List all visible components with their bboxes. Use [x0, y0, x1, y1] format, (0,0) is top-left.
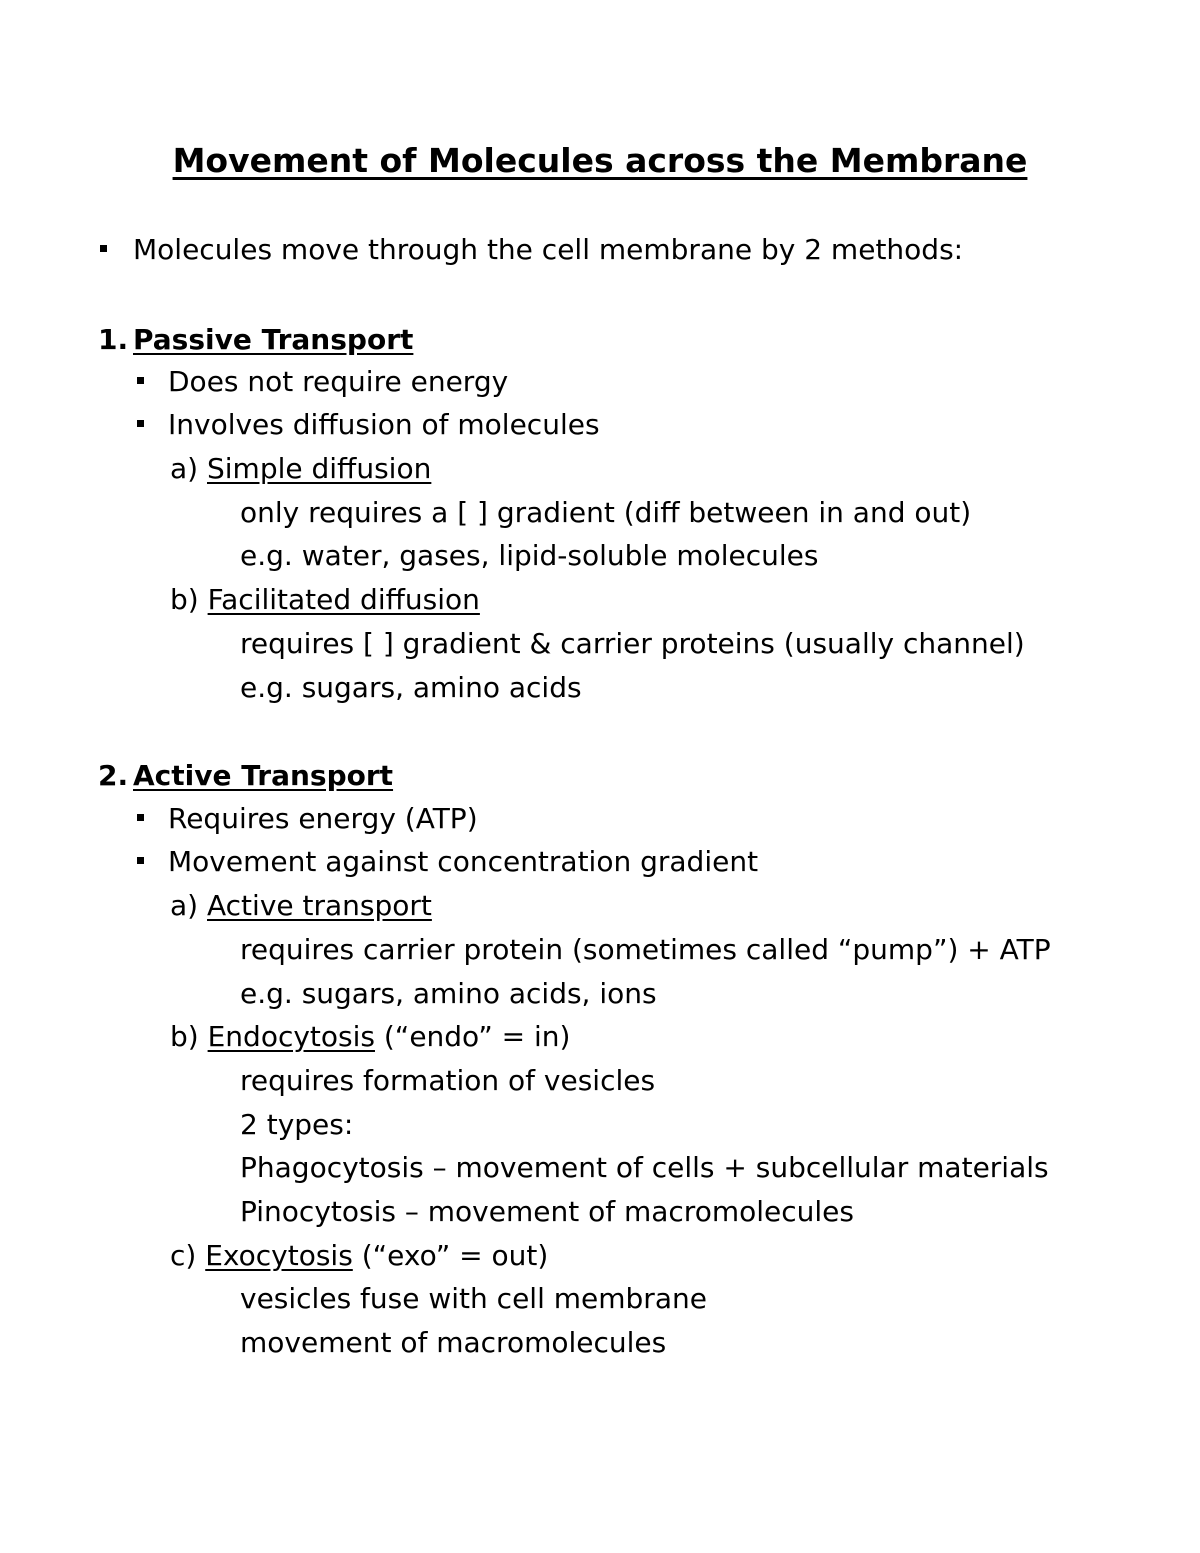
subsection-suffix: (“exo” = out): [352, 1239, 549, 1272]
intro-text: Molecules move through the cell membrane by 2 methods:: [133, 233, 964, 266]
subsection-detail: Pinocytosis – movement of macromolecules: [240, 1195, 854, 1228]
intro-bullet-icon: [100, 232, 107, 268]
section-number: 2.: [98, 759, 129, 792]
subsection-detail: e.g. water, gases, lipid-soluble molecules: [240, 539, 819, 572]
subsection-detail: requires formation of vesicles: [240, 1064, 656, 1097]
subsection-label: Simple diffusion: [207, 452, 432, 485]
section-number: 1.: [98, 323, 129, 356]
section-bullet: Does not require energy: [168, 365, 509, 398]
page-title: Movement of Molecules across the Membrane: [172, 141, 1028, 180]
subsection-detail: vesicles fuse with cell membrane: [240, 1282, 707, 1315]
bullet-icon: [137, 844, 144, 880]
bullet-icon: [137, 407, 144, 443]
bullet-icon: [137, 801, 144, 837]
subsection-heading: [170, 1019, 570, 1055]
subsection-detail: e.g. sugars, amino acids, ions: [240, 977, 657, 1010]
subsection-detail: Phagocytosis – movement of cells + subcellular materials: [240, 1151, 1049, 1184]
subsection-marker: a): [170, 889, 199, 922]
subsection-detail: e.g. sugars, amino acids: [240, 671, 582, 704]
section-bullet: Movement against concentration gradient: [168, 845, 759, 878]
bullet-icon: [137, 364, 144, 400]
section-heading: Active Transport: [133, 759, 394, 792]
subsection-heading: [170, 888, 432, 924]
section-bullet: Involves diffusion of molecules: [168, 408, 600, 441]
subsection-detail: movement of macromolecules: [240, 1326, 667, 1359]
subsection-label: Facilitated diffusion: [207, 583, 480, 616]
subsection-label: Exocytosis: [205, 1239, 353, 1272]
subsection-marker: a): [170, 452, 199, 485]
subsection-marker: c): [170, 1239, 197, 1272]
subsection-heading: [170, 582, 480, 618]
section-heading: Passive Transport: [133, 323, 414, 356]
subsection-detail: requires carrier protein (sometimes called “pump”) + ATP: [240, 933, 1051, 966]
subsection-suffix: (“endo” = in): [374, 1020, 571, 1053]
subsection-heading: [170, 451, 431, 487]
subsection-detail: 2 types:: [240, 1108, 354, 1141]
subsection-detail: only requires a [ ] gradient (diff between in and out): [240, 496, 972, 529]
subsection-marker: b): [170, 583, 199, 616]
section-bullet: Requires energy (ATP): [168, 802, 478, 835]
subsection-marker: b): [170, 1020, 199, 1053]
subsection-heading: [170, 1238, 548, 1274]
subsection-detail: requires [ ] gradient & carrier proteins (usually channel): [240, 627, 1025, 660]
subsection-label: Active transport: [207, 889, 432, 922]
subsection-label: Endocytosis: [207, 1020, 375, 1053]
